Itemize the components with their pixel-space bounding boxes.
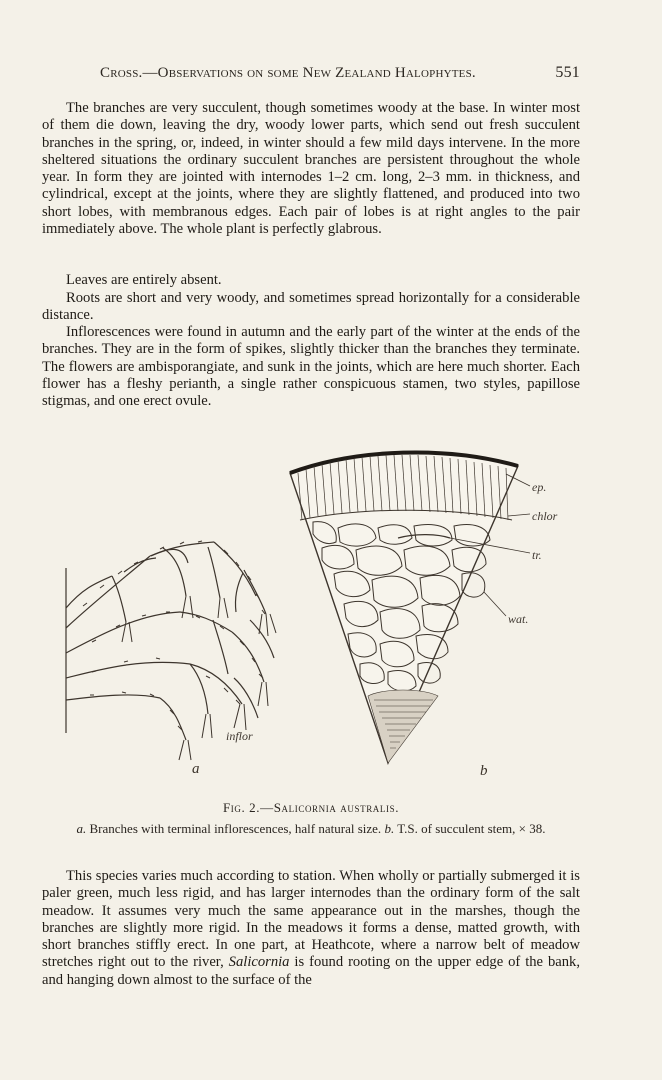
paragraph-text: Inflorescences were found in autumn and the early part of the winter at the ends of the branches. They are in the form of spikes, slightly thicker than the branches they terminate. The flowers are ambisporangiate, and sunk in the joints, which are here much shorter. Each flower has a fleshy perianth, a single rather conspicuous stamen, two styles, papillose stigmas, and one erect ovule.	[42, 324, 580, 410]
vascular-core	[368, 690, 438, 763]
species-name: Salicornia	[228, 954, 290, 971]
paragraph-roots	[42, 290, 580, 325]
running-title: Cross.—Observations on some New Zealand Halophytes.	[100, 65, 476, 81]
paragraph-text: Leaves are entirely absent.	[66, 272, 222, 288]
paragraph-text: Roots are short and very woody, and sometimes spread horizontally for a considerable distance.	[42, 290, 580, 324]
figure-label-a: a	[192, 761, 200, 777]
paragraph-leaves	[42, 272, 580, 289]
figure-caption-title	[42, 800, 580, 816]
figure-label-inflor: inflor	[226, 729, 253, 743]
paragraph-branches	[42, 100, 580, 238]
figure-caption-body	[42, 821, 580, 837]
paragraph-variation	[42, 868, 580, 989]
figure-label-wat: wat.	[508, 612, 529, 626]
paragraph-text: The branches are very succulent, though sometimes woody at the base. In winter most of them die down, leaving the dry, woody lower parts, which send out fresh succulent branches in the spring, or, indeed, in winter should a few mild days intervene. In the more sheltered situations the ordinary succulent branches are persistent throughout the whole year. In form they are jointed with internodes 1–2 cm. long, 2–3 mm. in thickness, and cylindrical, except at the joints, where they are slightly flattened, and produced into two short lobes, with membranous edges. Each pair of lobes is at right angles to the pair immediately above. The whole plant is perfectly glabrous.	[42, 100, 580, 238]
paragraph-inflorescences	[42, 324, 580, 410]
paragraph-text-part-2: is found rooting on the upper edge of the bank, and hanging down almost to the surface of the	[42, 954, 580, 988]
caption-a-label: a.	[76, 821, 87, 836]
figure-label-chlor: chlor	[532, 509, 558, 523]
figure-caption-heading: Fig. 2.—Salicornia australis.	[222, 800, 400, 815]
caption-b-label: b.	[384, 821, 395, 836]
caption-a-text: Branches with terminal inflorescences, half natural size.	[89, 821, 382, 836]
figure-label-tr: tr.	[532, 548, 542, 562]
figure-label-b: b	[480, 763, 488, 779]
paragraph-text	[42, 868, 580, 989]
paragraph-text-part-1: This species varies much according to station. When wholly or partially submerged it is paler green, much less rigid, and has larger internodes than the ordinary form of the salt meadow. It assumes very much the same appearance out in the marshes, though the branches are slightly more rigid. In the meadows it forms a dense, matted growth, with short branches stiffly erect. In one part, at Heathcote, where a narrow belt of meadow stretches right out to the river,	[42, 868, 580, 971]
figure-label-ep: ep.	[532, 480, 547, 494]
caption-b-text: T.S. of succulent stem, × 38.	[397, 821, 546, 836]
page-number: 551	[555, 64, 580, 81]
page-header	[100, 64, 580, 82]
branch-joints	[83, 541, 265, 730]
stem-cross-section	[290, 452, 530, 763]
figure-2	[38, 438, 598, 800]
